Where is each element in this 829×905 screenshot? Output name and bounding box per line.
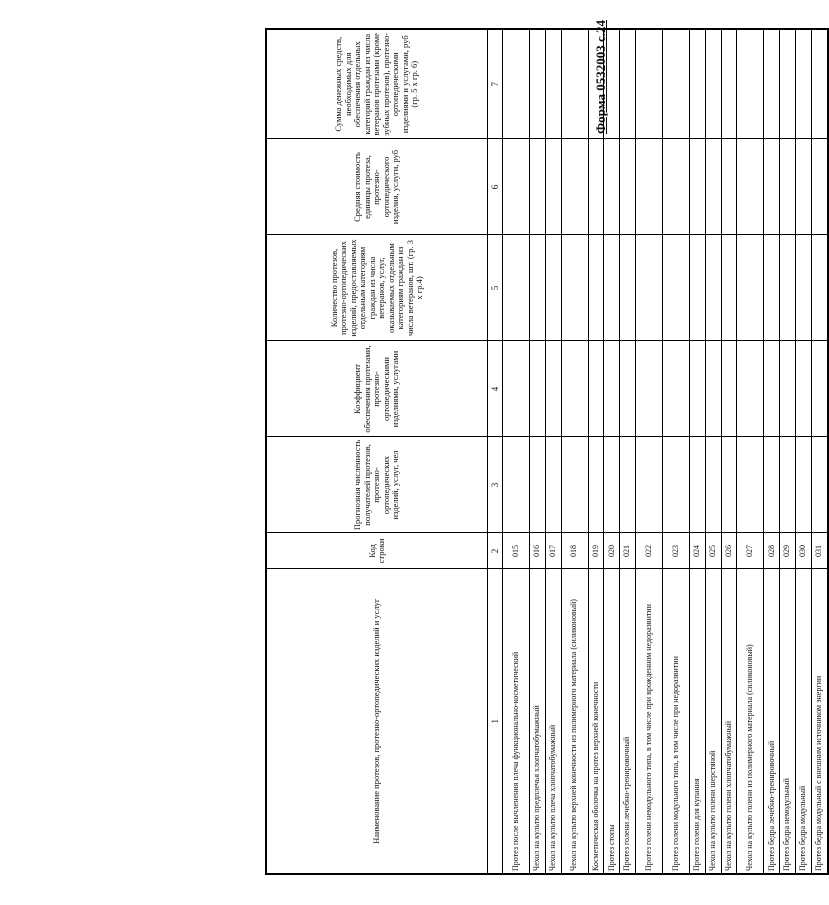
- empty-cell-col-7: [721, 29, 737, 139]
- header-code: Код строки: [266, 533, 488, 569]
- empty-cell-col-3: [588, 437, 604, 533]
- empty-cell-col-6: [737, 139, 764, 235]
- table-row: [689, 29, 705, 874]
- empty-cell-col-4: [635, 341, 662, 437]
- empty-cell-col-3: [780, 437, 796, 533]
- empty-cell-col-4: [795, 341, 811, 437]
- table-row: [588, 29, 604, 874]
- column-number: 5: [488, 235, 503, 341]
- empty-cell-col-5: [604, 235, 620, 341]
- empty-cell-col-3: [795, 437, 811, 533]
- row-code: 022: [635, 533, 662, 569]
- empty-cell-col-6: [530, 139, 546, 235]
- table-row: [620, 29, 636, 874]
- table-body: [488, 29, 828, 874]
- empty-cell-col-7: [620, 29, 636, 139]
- table-row: [737, 29, 764, 874]
- empty-cell-col-4: [780, 341, 796, 437]
- empty-cell-col-6: [620, 139, 636, 235]
- empty-cell-col-3: [530, 437, 546, 533]
- empty-cell-col-5: [530, 235, 546, 341]
- empty-cell-col-3: [689, 437, 705, 533]
- table-row: [795, 29, 811, 874]
- empty-cell-col-7: [705, 29, 721, 139]
- header-quantity: Количество протезов, протезно-ортопедических изделий, предоставляемых отдельным категориям граждан из числа ветеранов, услуг, оказываемых отдельным категориям граждан из числа ветеранов, шт. (гр. 3 x гр.4): [266, 235, 488, 341]
- row-name: Чехол на культю предплечья хлопчатобумажный: [530, 569, 546, 874]
- column-number: 7: [488, 29, 503, 139]
- table-row: [764, 29, 780, 874]
- row-code: 017: [545, 533, 561, 569]
- empty-cell-col-7: [795, 29, 811, 139]
- empty-cell-col-4: [503, 341, 530, 437]
- empty-cell-col-6: [604, 139, 620, 235]
- empty-cell-col-5: [780, 235, 796, 341]
- empty-cell-col-5: [620, 235, 636, 341]
- empty-cell-col-5: [811, 235, 827, 341]
- empty-cell-col-7: [561, 29, 588, 139]
- row-code: 027: [737, 533, 764, 569]
- empty-cell-col-6: [635, 139, 662, 235]
- empty-cell-col-5: [737, 235, 764, 341]
- empty-cell-col-7: [604, 29, 620, 139]
- empty-cell-col-3: [811, 437, 827, 533]
- row-name: Протез бедра модульный с внешним источником энергии: [811, 569, 827, 874]
- empty-cell-col-4: [811, 341, 827, 437]
- empty-cell-col-4: [662, 341, 689, 437]
- empty-cell-col-5: [561, 235, 588, 341]
- data-table: [265, 28, 829, 875]
- empty-cell-col-6: [503, 139, 530, 235]
- empty-cell-col-3: [721, 437, 737, 533]
- empty-cell-col-5: [689, 235, 705, 341]
- column-number: 1: [488, 569, 503, 874]
- row-name: Чехол на культю голени из полимерного материала (силиконовый): [737, 569, 764, 874]
- empty-cell-col-3: [503, 437, 530, 533]
- empty-cell-col-7: [588, 29, 604, 139]
- table-row: [705, 29, 721, 874]
- table-row: [662, 29, 689, 874]
- row-name: Чехол на культю голени хлопчатобумажный: [721, 569, 737, 874]
- table-row: [604, 29, 620, 874]
- column-number: 6: [488, 139, 503, 235]
- row-name: Протез бедра модульный: [795, 569, 811, 874]
- row-name: Протез голени для купания: [689, 569, 705, 874]
- empty-cell-col-4: [737, 341, 764, 437]
- empty-cell-col-3: [545, 437, 561, 533]
- empty-cell-col-6: [705, 139, 721, 235]
- empty-cell-col-5: [662, 235, 689, 341]
- row-code: 024: [689, 533, 705, 569]
- column-number-row: [488, 29, 503, 874]
- row-name: Протез бедра немодульный: [780, 569, 796, 874]
- empty-cell-col-5: [503, 235, 530, 341]
- table-row: [503, 29, 530, 874]
- empty-cell-col-7: [689, 29, 705, 139]
- table-row: [545, 29, 561, 874]
- empty-cell-col-4: [764, 341, 780, 437]
- row-code: 016: [530, 533, 546, 569]
- empty-cell-col-4: [604, 341, 620, 437]
- row-code: 031: [811, 533, 827, 569]
- row-name: Протез голени модульного типа, в том числе при недоразвитии: [662, 569, 689, 874]
- row-code: 023: [662, 533, 689, 569]
- form-number-text: Форма 0532003 с.24: [593, 20, 608, 134]
- empty-cell-col-4: [689, 341, 705, 437]
- empty-cell-col-6: [780, 139, 796, 235]
- table-row: [635, 29, 662, 874]
- row-name: Чехол на культю голени шерстяной: [705, 569, 721, 874]
- header-row: [266, 29, 488, 874]
- row-code: 029: [780, 533, 796, 569]
- table-row: [811, 29, 827, 874]
- column-number: 3: [488, 437, 503, 533]
- empty-cell-col-5: [795, 235, 811, 341]
- header-forecast-count: Прогнозная численность получателей протезов, протезно-ортопедических изделий, услуг, чел: [266, 437, 488, 533]
- row-code: 015: [503, 533, 530, 569]
- empty-cell-col-7: [635, 29, 662, 139]
- row-code: 018: [561, 533, 588, 569]
- row-code: 030: [795, 533, 811, 569]
- empty-cell-col-6: [721, 139, 737, 235]
- row-code: 020: [604, 533, 620, 569]
- empty-cell-col-7: [503, 29, 530, 139]
- header-coefficient: Коэффициент обеспечения протезами, протезно-ортопедическими изделиями, услугами: [266, 341, 488, 437]
- row-name: Протез бедра лечебно-тренировочный: [764, 569, 780, 874]
- table-row: [721, 29, 737, 874]
- table-row: [780, 29, 796, 874]
- empty-cell-col-4: [620, 341, 636, 437]
- empty-cell-col-4: [545, 341, 561, 437]
- empty-cell-col-4: [588, 341, 604, 437]
- empty-cell-col-3: [635, 437, 662, 533]
- empty-cell-col-7: [737, 29, 764, 139]
- row-name: Протез голени лечебно-тренировочный: [620, 569, 636, 874]
- empty-cell-col-4: [530, 341, 546, 437]
- row-code: 019: [588, 533, 604, 569]
- row-name: Протез голени немодульного типа, в том числе при врожденном недоразвитии: [635, 569, 662, 874]
- row-name: Протез после вычленения плеча функционально-косметический: [503, 569, 530, 874]
- empty-cell-col-7: [530, 29, 546, 139]
- empty-cell-col-5: [545, 235, 561, 341]
- empty-cell-col-3: [662, 437, 689, 533]
- empty-cell-col-5: [705, 235, 721, 341]
- empty-cell-col-5: [764, 235, 780, 341]
- empty-cell-col-6: [689, 139, 705, 235]
- column-number: 4: [488, 341, 503, 437]
- header-average-cost: Средняя стоимость единицы протеза, протезно-ортопедического изделия, услуги, руб: [266, 139, 488, 235]
- empty-cell-col-7: [780, 29, 796, 139]
- empty-cell-col-5: [721, 235, 737, 341]
- empty-cell-col-6: [561, 139, 588, 235]
- empty-cell-col-5: [588, 235, 604, 341]
- empty-cell-col-7: [811, 29, 827, 139]
- empty-cell-col-4: [705, 341, 721, 437]
- empty-cell-col-4: [721, 341, 737, 437]
- empty-cell-col-3: [764, 437, 780, 533]
- row-code: 025: [705, 533, 721, 569]
- row-name: Чехол на культю верхней конечности из полимерного материала (силиконовый): [561, 569, 588, 874]
- empty-cell-col-7: [545, 29, 561, 139]
- row-code: 026: [721, 533, 737, 569]
- empty-cell-col-3: [737, 437, 764, 533]
- row-name: Косметическая оболочка на протез верхней конечности: [588, 569, 604, 874]
- row-name: Чехол на культю плеча хлопчатобумажный: [545, 569, 561, 874]
- empty-cell-col-6: [545, 139, 561, 235]
- row-code: 021: [620, 533, 636, 569]
- empty-cell-col-4: [561, 341, 588, 437]
- empty-cell-col-3: [561, 437, 588, 533]
- header-total-sum: Сумма денежных средств, необходимых для обеспечения отдельных категорий граждан из числа ветеранов протезами (кроме зубных протезов), протезно-ортопедическими изделиями и услугами, руб (гр. 5 x гр. 6): [266, 29, 488, 139]
- empty-cell-col-3: [604, 437, 620, 533]
- empty-cell-col-5: [635, 235, 662, 341]
- empty-cell-col-6: [811, 139, 827, 235]
- row-code: 028: [764, 533, 780, 569]
- empty-cell-col-6: [795, 139, 811, 235]
- empty-cell-col-3: [705, 437, 721, 533]
- empty-cell-col-3: [620, 437, 636, 533]
- empty-cell-col-6: [662, 139, 689, 235]
- empty-cell-col-6: [588, 139, 604, 235]
- empty-cell-col-7: [662, 29, 689, 139]
- empty-cell-col-7: [764, 29, 780, 139]
- empty-cell-col-6: [764, 139, 780, 235]
- column-number: 2: [488, 533, 503, 569]
- table-row: [561, 29, 588, 874]
- table-row: [530, 29, 546, 874]
- row-name: Протез стопы: [604, 569, 620, 874]
- header-name: Наименование протезов, протезно-ортопедических изделий и услуг: [266, 569, 488, 874]
